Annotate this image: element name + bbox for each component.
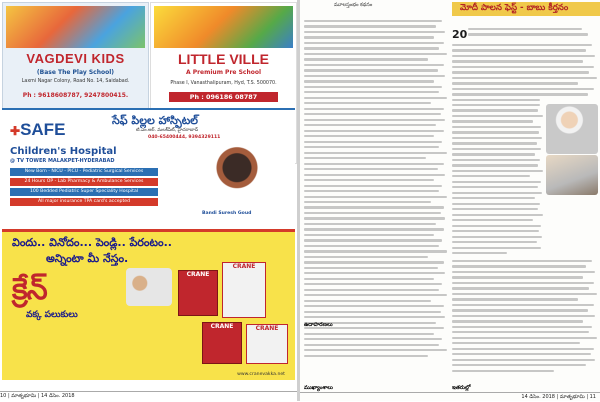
ad-title: LITTLE VILLE xyxy=(178,51,269,67)
paragraph xyxy=(452,104,544,258)
service-line: 24 Hours OP - Lab Pharmacy & Ambulance Services xyxy=(10,178,158,186)
ad-website: www.cranevakka.net xyxy=(237,372,285,377)
leader-photo xyxy=(546,104,598,154)
ad-address: Phase I, Vanasthalipuram, Hyd, T.S. 500070. xyxy=(170,81,277,86)
plus-icon: ✚ xyxy=(10,124,21,138)
ad-headline: విందు.. వినోదం... పెండ్లి.. పేరంటం.. xyxy=(12,236,172,249)
hospital-english-title: Children's Hospital xyxy=(10,146,117,157)
paragraph xyxy=(304,20,448,360)
article-title: మోదీ పాలన ఫెస్ట్ - బాబు కీర్తనం xyxy=(460,3,569,13)
school-photo xyxy=(154,6,293,48)
crane-vakka-ad[interactable] xyxy=(2,229,295,380)
right-page xyxy=(300,0,600,401)
service-line: 100 Bedded Pediatric Super Speciality Hospital xyxy=(10,188,158,196)
service-line: New Born - NICU - PICU - Pediatric Surgical Services xyxy=(10,168,158,176)
ad-phone: Ph : 9618608787, 9247800415. xyxy=(22,92,129,99)
page-footer: 10 | మాతృభూమి | 14 డిసెం. 2018 xyxy=(0,391,297,401)
left-page xyxy=(0,0,298,401)
ad-address: Laxmi Nagar Colony, Road No. 14, Saidabad. xyxy=(21,79,130,84)
kids-photo xyxy=(6,6,145,48)
ad-subtitle: A Premium Pre School xyxy=(185,69,262,76)
subhead: ముఖ్యాంశాలు xyxy=(304,385,333,391)
page-footer: 14 డిసెం. 2018 | మాతృభూమి | 11 xyxy=(300,392,600,401)
safe-logo: ✚SAFE xyxy=(10,120,66,139)
product-pack: CRANE xyxy=(222,262,266,318)
ad-subtitle: (Base The Play School) xyxy=(36,69,115,76)
family-photo xyxy=(126,268,172,306)
paragraph xyxy=(452,44,598,104)
doctor-name: Bandi Suresh Goud xyxy=(202,211,252,216)
product-pack: CRANE xyxy=(202,322,242,364)
hospital-location: @ TV TOWER MALAKPET-HYDERABAD xyxy=(10,158,115,164)
text-column xyxy=(452,20,598,388)
hospital-phone: 040-65400444, 9394329111 xyxy=(148,135,221,140)
subhead: ఇతరుల్లో xyxy=(452,385,471,391)
text-column xyxy=(304,20,448,388)
ad-phone: Ph : 096186 08787 xyxy=(169,92,278,102)
product-pack: CRANE xyxy=(178,270,218,316)
safe-hospital-ad[interactable] xyxy=(2,108,295,228)
service-line: All major insurance TPA card's accepted xyxy=(10,198,158,206)
product-pack: CRANE xyxy=(246,324,288,364)
event-photo xyxy=(546,155,598,195)
drop-date: 20 xyxy=(452,28,468,41)
hospital-telugu-sub: టి.ఎం.ఆర్. మలక్‌పేట్, హైదరాబాద్ xyxy=(136,128,199,133)
ad-title: VAGDEVI KIDS xyxy=(26,51,125,66)
doctor-photo xyxy=(192,146,282,208)
column-label: మూలస్తంభం కథనం xyxy=(334,2,373,8)
hospital-telugu-title: సేఫ్ పిల్లల హాస్పిటల్ xyxy=(112,114,198,127)
subhead: ఉదాహరణలు xyxy=(304,322,333,328)
paragraph xyxy=(452,260,598,375)
ad-headline: అన్నింటా మీ నేస్తం. xyxy=(46,252,129,265)
crane-brand-logo: క్రేన్ xyxy=(12,272,47,307)
ad-tagline: వక్క పలుకులు xyxy=(26,310,78,320)
paragraph xyxy=(468,28,598,39)
